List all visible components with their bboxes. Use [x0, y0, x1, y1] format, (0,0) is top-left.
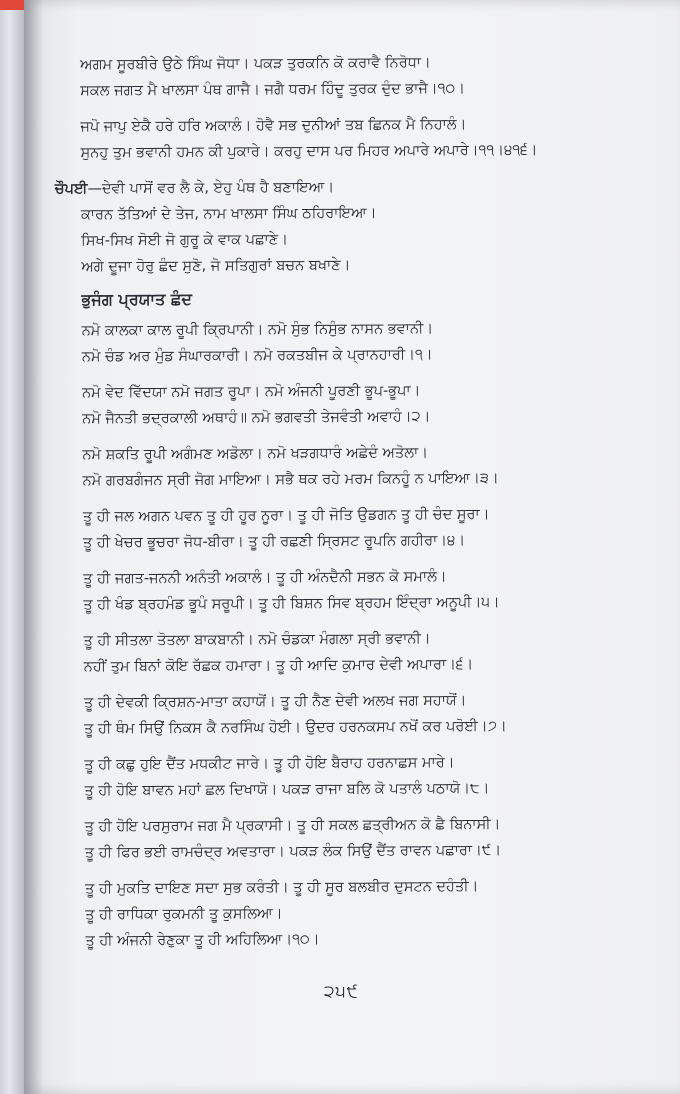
chaupai-label: ਚੌਪਈ	[54, 180, 88, 198]
chaupai-line	[55, 172, 671, 202]
verse-line: ਨਮੋ ਕਾਲਕਾ ਕਾਲ ਰੂਪੀ ਕ੍ਰਿਪਾਨੀ। ਨਮੋ ਸੁੰਭ ਨਿਸੁੰਭ ਨਾਸਨ ਭਵਾਨੀ।	[81, 320, 434, 339]
text-line: ਸੁਨਹੁ ਤੁਮ ਭਵਾਨੀ ਹਮਨ ਕੀ ਪੁਕਾਰੇ। ਕਰਹੁ ਦਾਸ ਪਰ ਮਿਹਰ ਅਪਾਰੇ ਅਪਾਰੇ।੧੧।੪੧੬।	[80, 142, 538, 161]
verse-line: ਤੂ ਹੀ ਖੰਡ ਬ੍ਰਹਮੰਡ ਭੂਪੰ ਸਰੂਪੀ। ਤੂ ਹੀ ਬਿਸ਼ਨ ਸਿਵ ਬ੍ਰਹਮ ਇੰਦ੍ਰਾ ਅਨੂਪੀ।੫।	[83, 594, 500, 613]
verse-line: ਨਮੋ ਜੈਨਤੀ ਭਦ੍ਰਕਾਲੀ ਅਥਾਹੰ॥ ਨਮੋ ਭਗਵਤੀ ਤੇਜਵੰਤੀ ਅਵਾਹੰ।੨।	[82, 408, 431, 427]
page-number: ੨੫੯	[324, 982, 359, 1002]
verse-line: ਤੂ ਹੀ ਫਿਰ ਭਈ ਰਾਮਚੰਦ੍ਰ ਅਵਤਾਰਾ। ਪਕੜ ਲੰਕ ਸਿਉਂ ਦੈਂਤ ਰਾਵਨ ਪਛਾਰਾ।੯।	[84, 842, 502, 861]
book-spine	[0, 0, 24, 1094]
book-page	[24, 0, 680, 1094]
text-line: ਅਗੇ ਦੂਜਾ ਹੋਰੁ ਛੰਦ ਸੁਣੋ, ਜੋ ਸਤਿਗੁਰਾਂ ਬਚਨ ਬਖਾਣੇ।	[81, 257, 351, 275]
text-line: ਕਾਰਨ ਤੱਤਿਆਂ ਦੇ ਤੇਜ, ਨਾਮ ਖਾਲਸਾ ਸਿੰਘ ਠਹਿਰਾਇਆ।	[80, 205, 377, 223]
page-text	[54, 48, 675, 954]
verse-line: ਨਮੋ ਗਰਬਗੰਜਨ ਸ੍ਰੀ ਜੋਗ ਮਾਇਆ। ਸਭੈ ਥਕ ਰਹੇ ਮਰਮ ਕਿਨਹੂੰ ਨ ਪਾਇਆ।੩।	[82, 470, 499, 489]
text-line: ਜਪੋ ਜਾਪੁ ਏਕੈ ਹਰੇ ਹਰਿ ਅਕਾਲੰ। ਹੋਵੈ ਸਭ ਦੁਨੀਆਂ ਤਬ ਛਿਨਕ ਮੈ ਨਿਹਾਲੰ।	[80, 116, 467, 135]
text-line: ਸਕਲ ਜਗਤ ਮੈ ਖਾਲਸਾ ਪੰਥ ਗਾਜੈ। ਜਗੈ ਧਰਮ ਹਿੰਦੂ ਤੁਰਕ ਦੁੰਦ ਭਾਜੈ।੧੦।	[80, 80, 466, 99]
verse-line: ਤੂ ਹੀ ਦੇਵਕੀ ਕ੍ਰਿਸ਼ਨ-ਮਾਤਾ ਕਹਾਯੋਂ। ਤੂ ਹੀ ਨੈਣ ਦੇਵੀ ਅਲਖ ਜਗ ਸਹਾਯੋਂ।	[83, 692, 467, 711]
verse-line: ਤੂ ਹੀ ਅੰਜਨੀ ਰੇਣੁਕਾ ਤੂ ਹੀ ਅਹਿਲਿਆ।੧੦।	[85, 931, 320, 949]
verse-line: ਨਹੀਂ ਤੁਮ ਬਿਨਾਂ ਕੋਇ ਰੱਛਕ ਹਮਾਰਾ। ਤੂ ਹੀ ਆਦਿ ਕੁਮਾਰ ਦੇਵੀ ਅਪਾਰਾ।੬।	[83, 656, 474, 675]
verse-line: ਨਮੋ ਸ਼ਕਤਿ ਰੂਪੀ ਅਗੰਮਣ ਅਡੋਲਾ। ਨਮੋ ਖੜਗਧਾਰੰ ਅਛੇਦੰ ਅਤੋਲਾ।	[82, 444, 429, 463]
section-heading: ਭੁਜੰਗ ਪ੍ਰਯਾਤ ਛੰਦ	[81, 289, 192, 309]
verse-line: ਤੂ ਹੀ ਹੋਇ ਪਰਸੁਰਾਮ ਜਗ ਮੈ ਪ੍ਰਕਾਸੀ। ਤੂ ਹੀ ਸਕਲ ਛਤ੍ਰੀਅਨ ਕੋ ਛੈ ਬਿਨਾਸੀ।	[84, 816, 501, 835]
verse-line: ਤੂ ਹੀ ਹੋਇ ਬਾਵਨ ਮਹਾਂ ਛਲ ਦਿਖਾਯੋ। ਪਕੜ ਰਾਜਾ ਬਲਿ ਕੋ ਪਤਾਲੰ ਪਠਾਯੋ।੮।	[84, 780, 490, 799]
verse-line: ਤੂ ਹੀ ਜਗਤ-ਜਨਨੀ ਅਨੰਤੀ ਅਕਾਲੰ। ਤੂ ਹੀ ਅੰਨਦੈਨੀ ਸਭਨ ਕੋ ਸਮਾਲੰ।	[83, 568, 447, 587]
verse-line: ਤੂ ਹੀ ਖੇਚਰ ਭੂਚਰਾ ਜੋਧ-ਬੀਰਾ। ਤੂ ਹੀ ਰਛਣੀ ਸ੍ਰਿਸਟ ਰੂਪਨਿ ਗਹੀਰਾ।੪।	[82, 532, 466, 551]
verse-line: ਤੂ ਹੀ ਸੀਤਲਾ ਤੋਤਲਾ ਬਾਕਬਾਨੀ। ਨਮੋ ਚੰਡਕਾ ਮੰਗਲਾ ਸ੍ਰੀ ਭਵਾਨੀ।	[83, 630, 431, 649]
verse-line: ਤੂ ਹੀ ਰਾਧਿਕਾ ਰੁਕਮਨੀ ਤੂ ਕੁਸਲਿਆ।	[85, 905, 283, 923]
verse-line: ਨਮੋ ਚੰਡ ਅਰ ਮੁੰਡ ਸੰਘਾਰਕਾਰੀ। ਨਮੋ ਰਕਤਬੀਜ ਕੇ ਪ੍ਰਾਨਹਾਰੀ।੧।	[81, 346, 433, 365]
text-line: ਅਗਮ ਸੂਰਬੀਰੇ ਉਠੇ ਸਿੰਘ ਜੋਧਾ। ਪਕੜ ਤੁਰਕਨਿ ਕੋ ਕਰਾਵੈ ਨਿਰੋਧਾ।	[80, 54, 431, 73]
text-line: ਸਿਖ-ਸਿਖ ਸੋਈ ਜੋ ਗੁਰੂ ਕੇ ਵਾਕ ਪਛਾਣੇ।	[81, 231, 289, 249]
chaupai-line-text: —ਦੇਵੀ ਪਾਸੋਂ ਵਰ ਲੈ ਕੇ, ਏਹੁ ਪੰਥ ਹੈ ਬਣਾਇਆ।	[87, 179, 335, 197]
verse-line: ਨਮੋ ਵੇਦ ਵਿੱਦਯਾ ਨਮੋ ਜਗਤ ਰੂਪਾ। ਨਮੋ ਅੰਜਨੀ ਪੂਰਣੀ ਭੂਪ-ਭੂਪਾ।	[82, 382, 421, 401]
spine-red-edge	[0, 0, 24, 10]
verse-line: ਤੂ ਹੀ ਕਛੁ ਹੁਇ ਦੈਂਤ ਮਧਕੀਟ ਜਾਰੇ। ਤੂ ਹੀ ਹੋਇ ਬੈਰਾਹ ਹਰਨਾਛਸ ਮਾਰੇ।	[84, 754, 455, 773]
verse-line: ਤੂ ਹੀ ਥੰਮ ਸਿਉਂ ਨਿਕਸ ਕੈ ਨਰਸਿੰਘ ਹੋਈ। ਉਦਰ ਹਰਨਕਸਪ ਨਖੋਂ ਕਰ ਪਰੋਈ।੭।	[84, 718, 507, 737]
verse-line: ਤੂ ਹੀ ਜਲ ਅਗਨ ਪਵਨ ਤੂ ਹੀ ਹੂਰ ਨੂਰਾ। ਤੂ ਹੀ ਜੋਤਿ ਉਡਗਨ ਤੂ ਹੀ ਚੰਦ ਸੂਰਾ।	[82, 506, 490, 525]
verse-line: ਤੂ ਹੀ ਮੁਕਤਿ ਦਾਇਣ ਸਦਾ ਸੁਭ ਕਰੰਤੀ। ਤੂ ਹੀ ਸੂਰ ਬਲਬੀਰ ਦੁਸਟਨ ਦਹੰਤੀ।	[85, 878, 479, 897]
